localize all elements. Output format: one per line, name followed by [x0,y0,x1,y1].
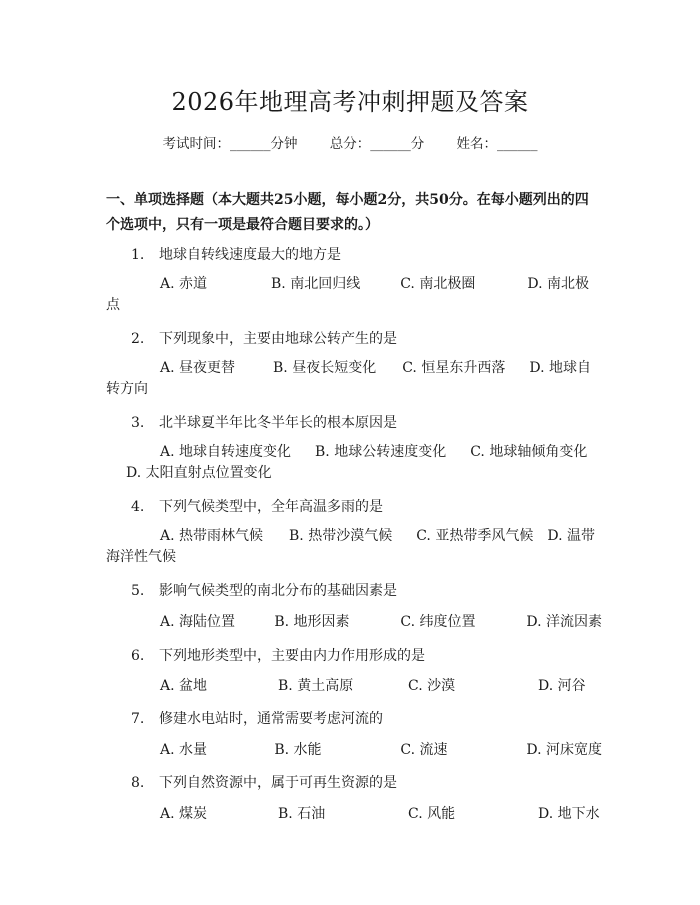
option-c: C. 恒星东升西落 [402,360,506,376]
option-d: D. 地下水 [538,806,600,822]
question-5 [131,580,397,600]
option-a: A. 海陆位置 [160,614,236,630]
question-number: 2. [131,331,145,347]
option-b: B. 石油 [278,806,326,822]
question-4 [131,496,383,516]
options-3 [106,442,602,484]
options-5 [106,612,602,633]
option-b: B. 地形因素 [274,614,350,630]
question-text: 下列地形类型中，主要由内力作用形成的是 [159,648,425,664]
option-c: C. 纬度位置 [400,614,476,630]
total-score-field: 总分：______分 [329,136,425,152]
option-a: A. 盆地 [160,678,208,694]
options-1 [106,274,602,316]
option-b: B. 水能 [274,742,322,758]
option-b: B. 昼夜长短变化 [273,360,377,376]
document-title: 2026年地理高考冲刺押题及答案 [171,88,529,116]
option-a: A. 昼夜更替 [160,360,236,376]
option-c: C. 亚热带季风气候 [416,528,534,544]
option-c: C. 地球轴倾角变化 [470,444,588,460]
option-c: C. 流速 [400,742,448,758]
question-number: 6. [131,648,145,664]
option-d: D. 洋流因素 [526,614,602,630]
option-d: D. 南北极点 [106,276,589,313]
option-b: B. 热带沙漠气候 [289,528,393,544]
question-number: 1. [131,247,145,263]
question-1 [131,244,341,264]
option-c: C. 风能 [408,806,456,822]
question-text: 下列气候类型中，全年高温多雨的是 [159,499,383,515]
question-number: 7. [131,711,145,727]
question-6 [131,645,425,665]
question-text: 影响气候类型的南北分布的基础因素是 [159,583,397,599]
option-a: A. 水量 [160,742,208,758]
question-number: 5. [131,583,145,599]
question-text: 北半球夏半年比冬半年长的根本原因是 [159,415,397,431]
option-c: C. 沙漠 [408,678,456,694]
student-name-field: 姓名：______ [456,136,538,152]
question-3 [131,412,397,432]
options-4 [106,526,602,568]
option-a: A. 地球自转速度变化 [160,444,292,460]
exam-info-line [0,132,700,152]
option-b: B. 地球公转速度变化 [315,444,447,460]
question-text: 地球自转线速度最大的地方是 [159,247,341,263]
options-7 [106,740,602,761]
question-number: 4. [131,499,145,515]
option-a: A. 赤道 [160,276,208,292]
question-number: 3. [131,415,145,431]
option-c: C. 南北极圈 [400,276,476,292]
option-d: D. 河谷 [538,678,586,694]
option-d: D. 地球自转方向 [106,360,591,397]
question-7 [131,708,383,728]
options-2 [106,358,602,400]
question-8 [131,772,397,792]
question-text: 下列自然资源中，属于可再生资源的是 [159,775,397,791]
option-a: A. 热带雨林气候 [160,528,264,544]
question-number: 8. [131,775,145,791]
option-d: D. 太阳直射点位置变化 [126,465,272,481]
option-d: D. 河床宽度 [526,742,602,758]
option-d: D. 温带海洋性气候 [106,528,595,565]
option-b: B. 南北回归线 [271,276,361,292]
question-text: 修建水电站时，通常需要考虑河流的 [159,711,383,727]
options-8 [106,804,602,825]
question-2 [131,328,397,348]
exam-time-field: 考试时间：______分钟 [162,136,298,152]
section-heading-single-choice: 一、单项选择题（本大题共25小题，每小题2分，共50分。在每小题列出的四个选项中，只有一项是最符合题目要求的。） [106,192,589,233]
option-a: A. 煤炭 [160,806,208,822]
question-text: 下列现象中，主要由地球公转产生的是 [159,331,397,347]
options-6 [106,676,602,697]
option-b: B. 黄土高原 [278,678,354,694]
